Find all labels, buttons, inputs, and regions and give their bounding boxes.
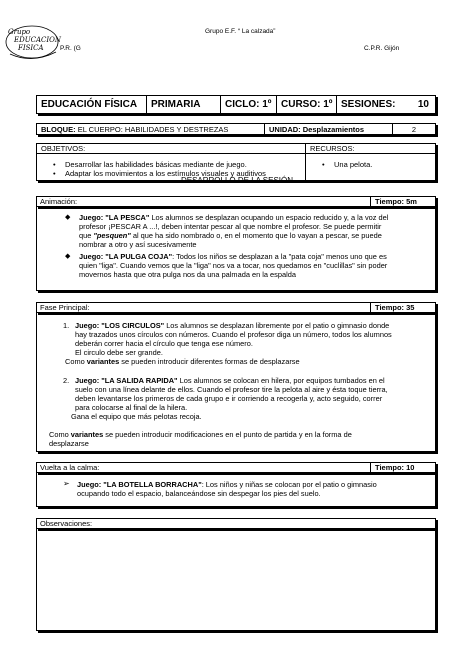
bloque-cell	[36, 123, 264, 135]
session-title: DESARROLLO DE LA SESIÓN	[180, 176, 294, 185]
game-text: se pueden introducir diferentes formas de desplazarse	[119, 357, 300, 367]
sesiones-cell	[336, 95, 436, 114]
game-text: quien "liga". Cuando vemos que la "liga" nos va a tocar, nos quedamos en "cuclillas" sin poder	[79, 261, 388, 271]
curso-cell: CURSO: 1º	[276, 95, 336, 114]
objectives-list	[37, 154, 305, 178]
game-text: deben levantarse los primeros de cada grupo e ir corriendo a recogerla y, acto seguido, correr	[75, 394, 383, 404]
level-cell: PRIMARIA	[146, 95, 220, 114]
game-la-pesca	[65, 213, 431, 250]
ciclo-cell: CICLO: 1º	[220, 95, 276, 114]
diamond-bullet-icon: ◆	[65, 253, 71, 260]
game-name: Juego: "LA SALIDA RAPIDA"	[75, 376, 178, 385]
school-logo	[4, 24, 62, 60]
calma-time: Tiempo: 10	[375, 463, 415, 472]
game-text: : Todos los niños se desplazan a la "pata coja" menos uno que es	[172, 252, 387, 261]
game-text: : Los niños y niñas se colocan por el patio o gimnasio	[201, 480, 377, 489]
game-text: movernos hasta que otra pulga nos da una palmada en la espalda	[79, 270, 296, 280]
animacion-time: Tiempo: 5m	[375, 197, 417, 206]
calma-body	[36, 473, 436, 507]
principal-time: Tiempo: 35	[375, 303, 415, 312]
game-text: Los alumnos se colocan en hilera, por equipos tumbados en el	[177, 376, 385, 385]
game-los-circulos	[63, 321, 431, 367]
game-name: Juego: "LOS CIRCULOS"	[75, 321, 165, 330]
game-name: Juego: "LA PESCA"	[79, 213, 150, 222]
game-emphasis: "pesquen"	[93, 231, 131, 241]
objective-item: • Desarrollar las habilidades básicas mediante de juego.	[65, 160, 305, 169]
page-header	[0, 0, 474, 60]
arrow-bullet-icon: ➢	[63, 479, 70, 488]
observaciones-header	[36, 518, 436, 529]
logo-line-3: FISICA	[18, 44, 44, 52]
game-text: al que ha sido nombrado o, en el momento que lo vayan a pescar, se puede	[130, 231, 382, 241]
animacion-body	[36, 207, 436, 291]
diamond-bullet-icon: ◆	[65, 214, 71, 221]
header-title: Grupo E.F. “ La calzada”	[205, 28, 276, 35]
game-la-salida-rapida	[63, 376, 431, 422]
game-text: Como	[65, 357, 87, 367]
unidad-label: UNIDAD:	[269, 124, 301, 134]
game-text: para colocarse al final de la hilera.	[75, 403, 188, 413]
principal-header	[36, 302, 436, 313]
header-school: C.P.R. Gijón	[364, 45, 400, 52]
game-number: 1.	[63, 321, 70, 330]
calma-header	[36, 462, 436, 473]
game-text: nombrar a otro y así sucesivamente	[79, 240, 197, 250]
resources-list	[306, 154, 435, 169]
game-text: desplazarse	[49, 439, 89, 449]
resource-item: • Una pelota.	[334, 160, 435, 169]
game-text: El circulo debe ser grande.	[75, 348, 163, 358]
objective-item: • Adaptar los movimientos a los estímulos visuales y auditivos	[65, 169, 305, 178]
game-number: 2.	[63, 376, 70, 385]
game-text: se pueden introducir modificaciones en el punto de partida y en la forma de	[103, 430, 352, 439]
game-la-pulga-coja	[65, 252, 431, 280]
game-text: Los alumnos se desplazan libremente por el patio o gimnasio donde	[164, 321, 390, 330]
game-text: deberán correr hacia el círculo que tenga ese número.	[75, 339, 253, 349]
variantes-word: variantes	[86, 357, 120, 367]
area-cell: EDUCACIÓN FÍSICA	[36, 95, 146, 114]
game-name: Juego: "LA BOTELLA BORRACHA"	[77, 480, 202, 489]
header-pr: P.R. (G	[60, 45, 81, 52]
calma-label: Vuelta a la calma:	[37, 463, 371, 472]
variantes-word: variantes	[70, 430, 104, 439]
session-main-row	[36, 95, 436, 114]
game-text: ocupando todo el espacio, balanceándose sin despegar los pies del suelo.	[77, 489, 321, 499]
principal-body	[36, 313, 436, 452]
sesiones-label: SESIONES:	[341, 99, 396, 110]
unidad-value: Desplazamientos	[302, 124, 365, 134]
bloque-label: BLOQUE:	[41, 124, 76, 134]
logo-line-2: EDUCACION	[14, 36, 62, 44]
bloque-row	[36, 123, 436, 135]
bloque-value: EL CUERPO: HABILIDADES Y DESTREZAS	[77, 124, 229, 134]
unidad-cell	[264, 123, 392, 135]
game-text: hay trazados unos círculos con números. Cuando el profesor diga un número, todos los alumnos	[75, 330, 392, 340]
game-la-botella-borracha	[63, 479, 431, 499]
principal-variants-note	[49, 430, 433, 448]
game-text: Como	[49, 430, 71, 439]
objectives-heading: OBJETIVOS:	[37, 144, 305, 154]
sesiones-number: 10	[417, 99, 429, 110]
principal-label: Fase Principal:	[37, 303, 371, 312]
animacion-label: Animación:	[37, 197, 371, 206]
unidad-number: 2	[392, 123, 436, 135]
animacion-header	[36, 196, 436, 207]
game-text: suelo con una línea delante de ellos. Cuando el profesor tire la pelota al aire y ésta toque tierra,	[75, 385, 388, 395]
game-text: Gana el equipo que más pelotas recoja.	[71, 412, 202, 422]
observaciones-body	[36, 529, 436, 631]
logo-line-1: Grupo	[8, 28, 31, 36]
resources-heading: RECURSOS:	[306, 144, 435, 154]
game-text: Los alumnos se desplazan ocupando un espacio reducido y, a la voz del	[149, 213, 389, 222]
observaciones-label: Observaciones:	[40, 519, 93, 528]
game-text: que	[79, 231, 94, 241]
game-text: profesor ¡PESCAR A ...!, deben intentar pescar al que nombre el profesor. Se puede permitir	[79, 222, 382, 232]
game-name: Juego: "LA PULGA COJA"	[79, 252, 173, 261]
